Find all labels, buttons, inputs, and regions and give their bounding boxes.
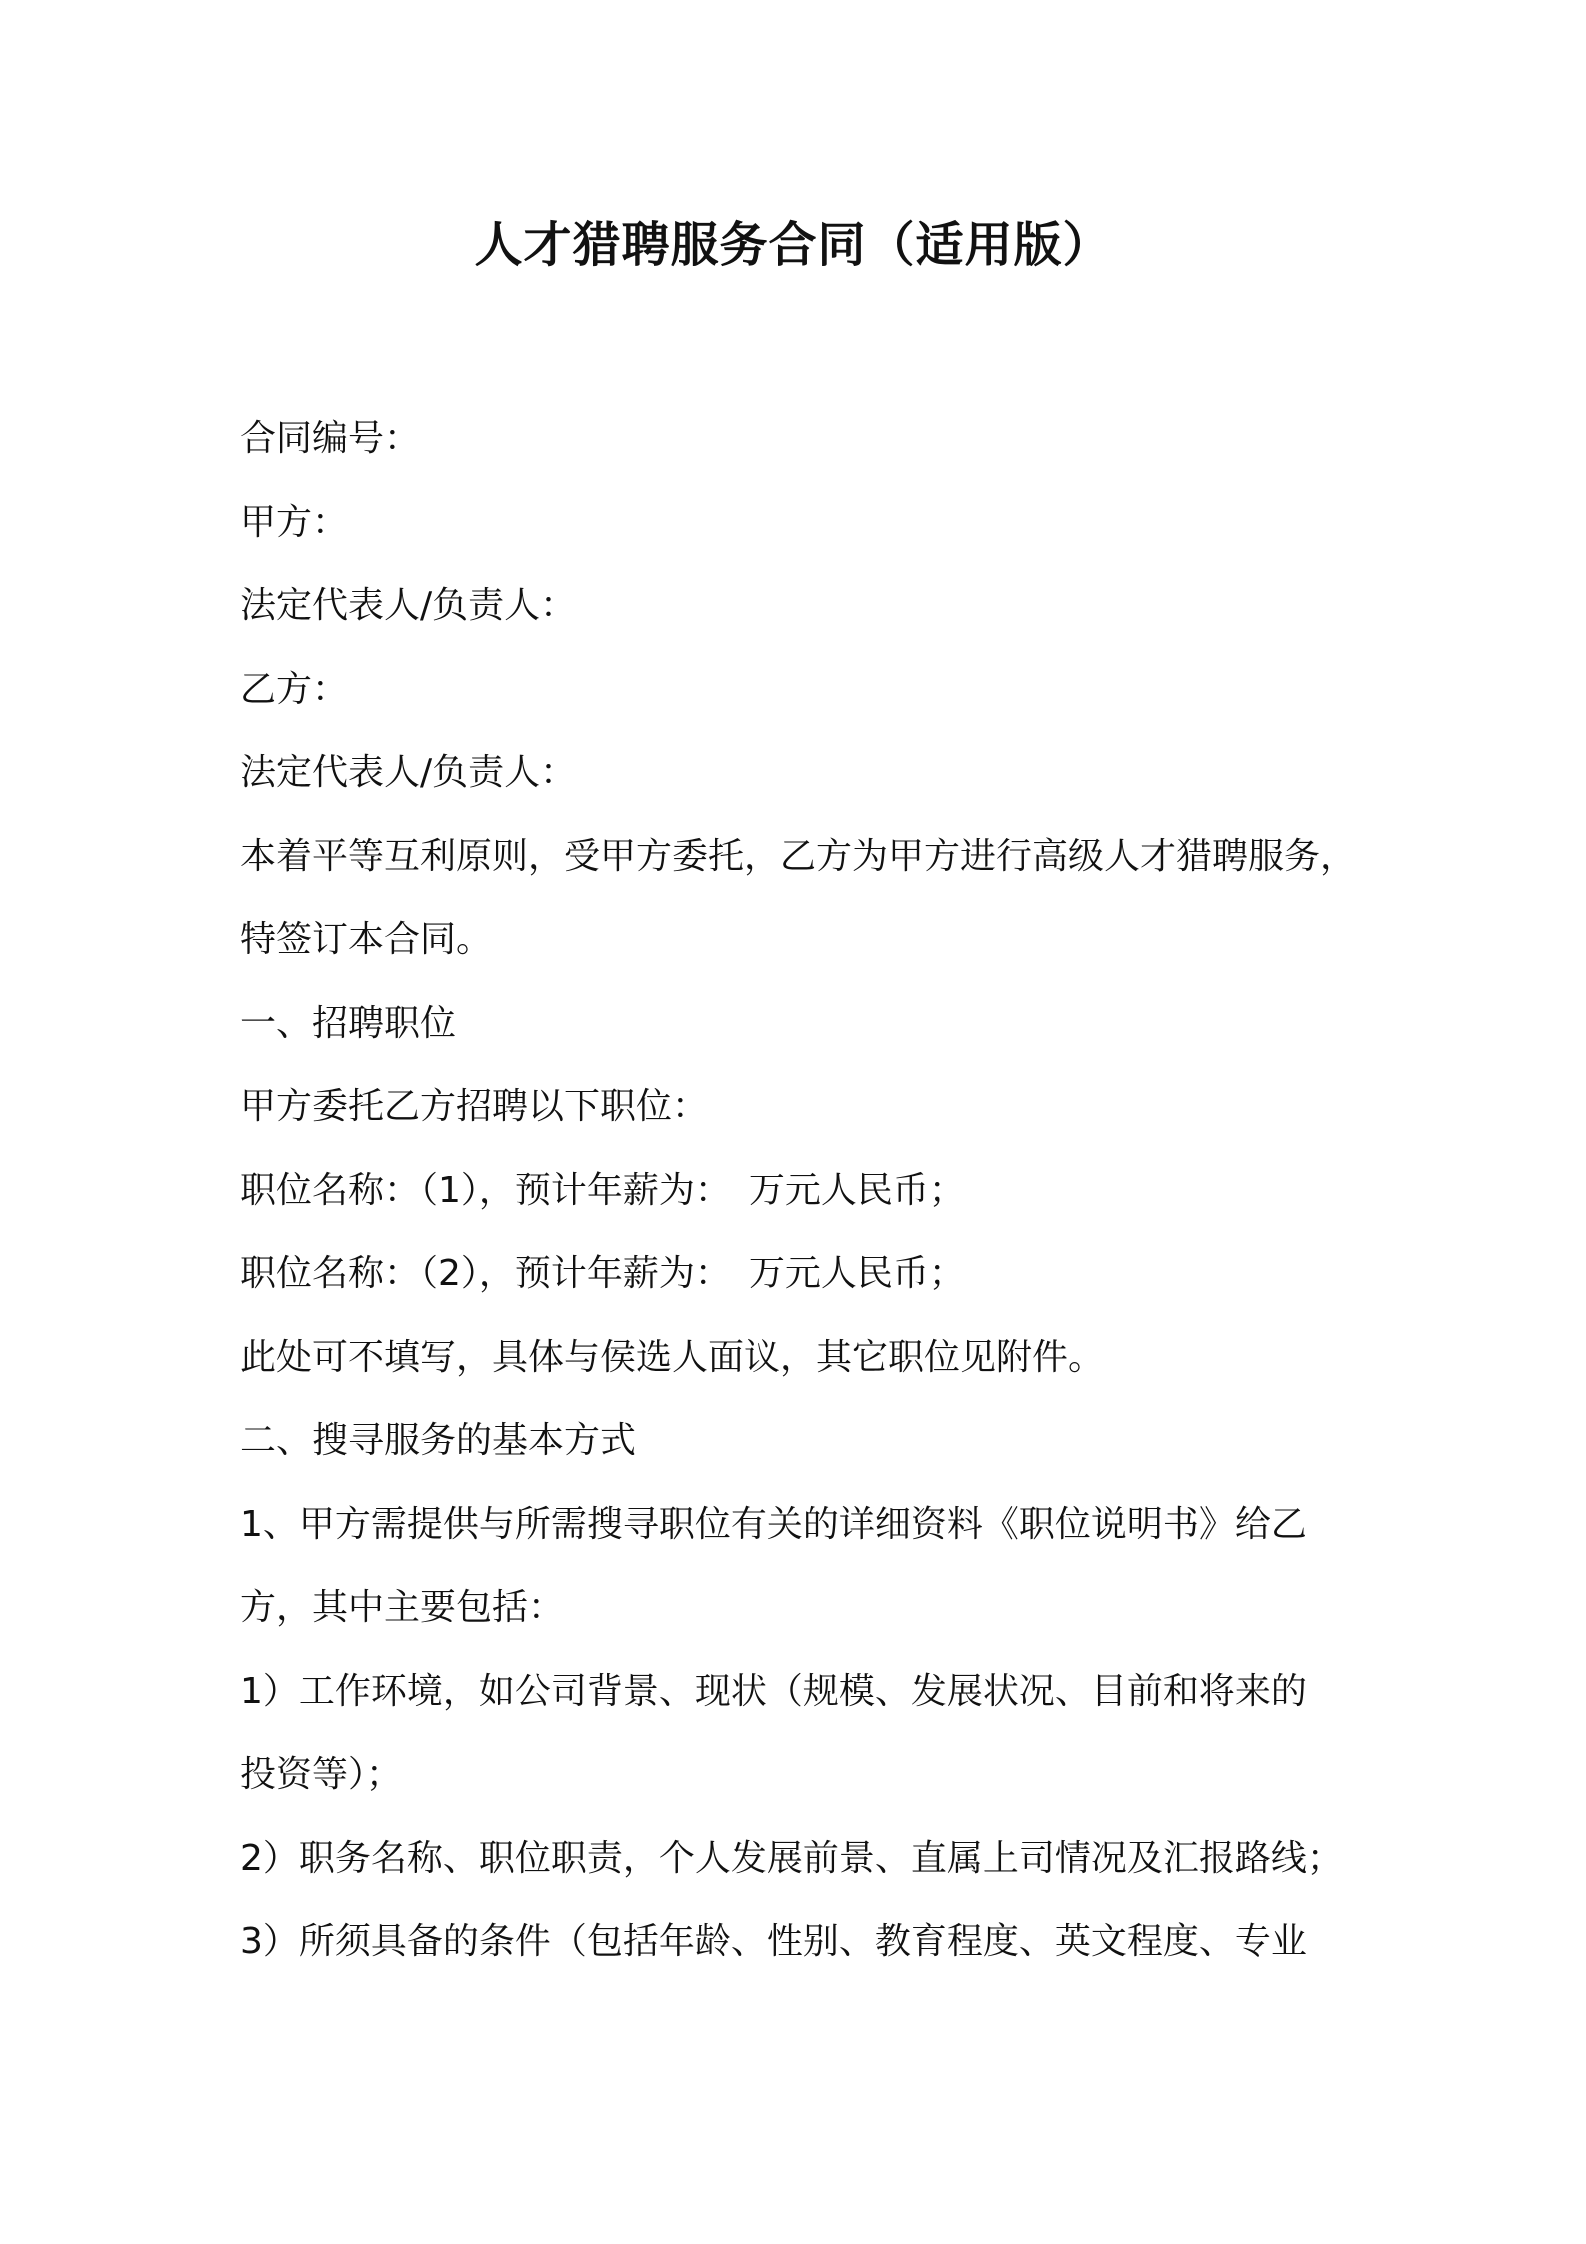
position-line: 职位名称：（1），预计年薪为： 万元人民币； bbox=[240, 1169, 965, 1211]
paragraph-line: 甲方委托乙方招聘以下职位： bbox=[240, 1086, 709, 1127]
list-item: 3）所须具备的条件（包括年龄、性别、教育程度、英文程度、专业 bbox=[240, 1921, 1307, 1962]
contract-number-field: 合同编号： bbox=[240, 418, 421, 459]
section-heading: 二、搜寻服务的基本方式 bbox=[240, 1420, 637, 1461]
party-a-field: 甲方： bbox=[240, 501, 349, 543]
party-b-representative-field: 法定代表人/负责人： bbox=[240, 752, 577, 793]
document-title: 人才猎聘服务合同（适用版） bbox=[474, 217, 1112, 273]
preamble-line: 本着平等互利原则，受甲方委托，乙方为甲方进行高级人才猎聘服务， bbox=[240, 835, 1357, 877]
document-body bbox=[240, 397, 1380, 1984]
position-line: 职位名称：（2），预计年薪为： 万元人民币； bbox=[240, 1253, 965, 1294]
paragraph-line: 此处可不填写，具体与侯选人面议，其它职位见附件。 bbox=[240, 1336, 1105, 1378]
paragraph-line: 1、甲方需提供与所需搜寻职位有关的详细资料《职位说明书》给乙 bbox=[240, 1503, 1307, 1545]
list-item: 2）职务名称、职位职责，个人发展前景、直属上司情况及汇报路线； bbox=[240, 1837, 1343, 1879]
paragraph-line: 方，其中主要包括： bbox=[240, 1587, 565, 1628]
section-heading: 一、招聘职位 bbox=[240, 1002, 457, 1044]
party-b-field: 乙方： bbox=[240, 668, 349, 710]
list-item: 1）工作环境，如公司背景、现状（规模、发展状况、目前和将来的 bbox=[240, 1670, 1307, 1712]
list-item: 投资等）； bbox=[240, 1754, 403, 1795]
party-a-representative-field: 法定代表人/负责人： bbox=[240, 585, 577, 626]
preamble-line: 特签订本合同。 bbox=[240, 919, 493, 960]
